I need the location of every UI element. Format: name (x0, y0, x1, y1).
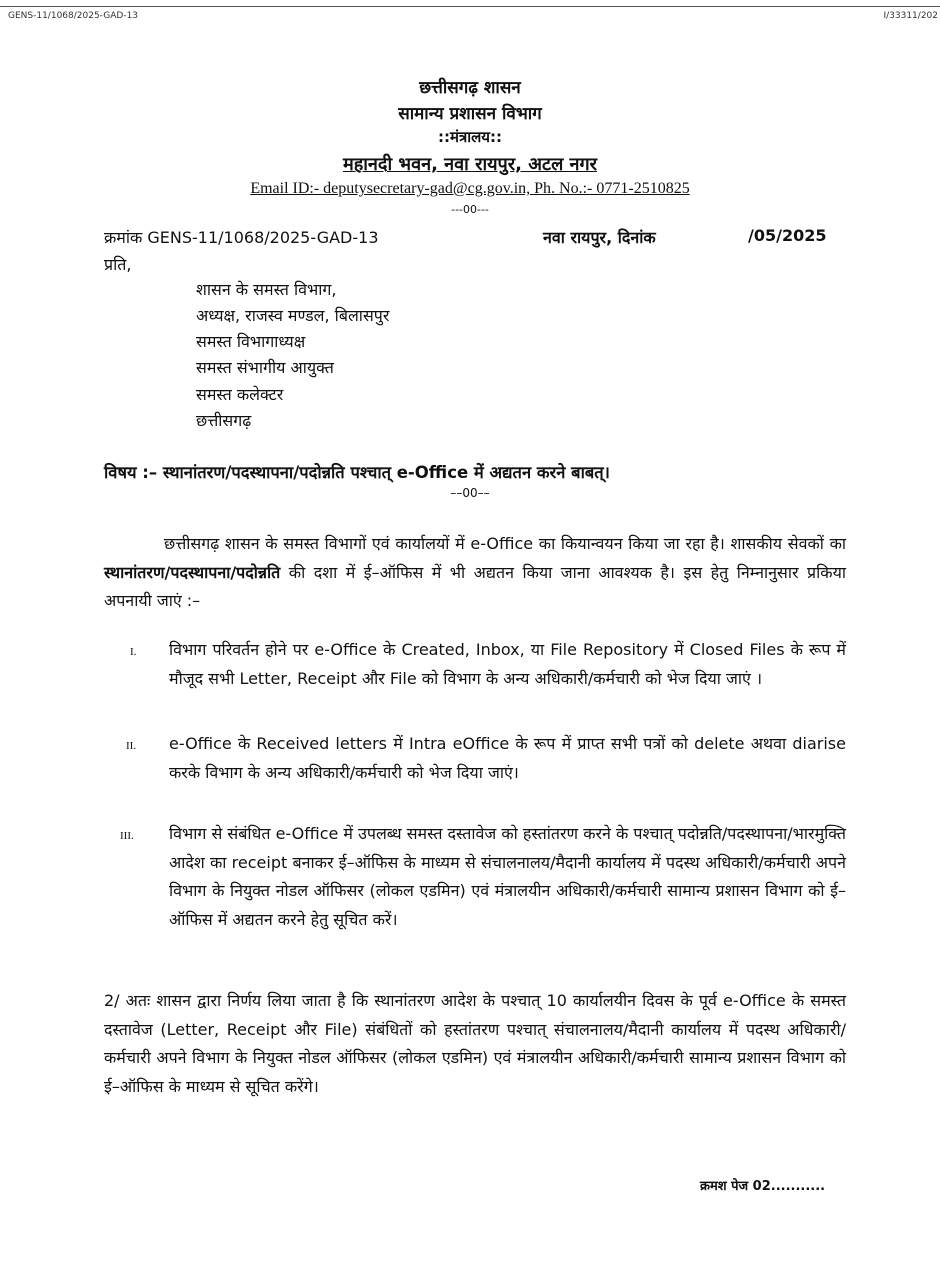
subject-separator: ––00–– (450, 486, 490, 500)
letterhead-contact: Email ID:- deputysecretary-gad@cg.gov.in, Ph. No.:- 0771-2510825 (250, 180, 690, 197)
file-reference-left: GENS-11/1068/2025-GAD-13 (8, 11, 139, 21)
addressee-line: शासन के समस्त विभाग, (196, 280, 337, 299)
intro-text-2: की दशा में ई–ऑफिस में भी अद्यतन किया जाना आवश्यक है। इस हेतु निम्नानुसार प्रकिया अपनायी जाएं :– (104, 562, 846, 610)
file-reference-right: I/33311/202 (883, 11, 938, 21)
addressee-line: समस्त विभागाध्यक्ष (196, 332, 306, 351)
list-item: विभाग परिवर्तन होने पर e-Office के Created, Inbox, या File Repository में Closed Files के रूप में मौजूद सभी Letter, Receipt और File को विभाग के अन्य अधिकारी/कर्मचारी को भेज दिया जाएं । (169, 640, 846, 688)
reference-number: क्रमांक GENS-11/1068/2025-GAD-13 (104, 228, 379, 247)
subject-text: स्थानांतरण/पदस्थापना/पदोन्नति पश्चात् e-Office में अद्यतन करने बाबत्। (162, 463, 610, 482)
subject-label: विषय :– (104, 463, 158, 482)
to-label: प्रति, (104, 255, 132, 274)
paragraph-2: 2/ अतः शासन द्वारा निर्णय लिया जाता है कि स्थानांतरण आदेश के पश्चात् 10 कार्यालयीन दिवस के पूर्व e-Office के समस्त दस्तावेज (Letter, Receipt और File) संबंधितों को हस्तांतरण पश्चात् संचालनालय/मैदानी कार्यालय में पदस्थ अधिकारी/कर्मचारी अपने विभाग के नियुक्त नोडल ऑफिसर (लोकल एडमिन) एवं मंत्रालयीन अधिकारी/कर्मचारी सामान्य प्रशासन विभाग को ई–ऑफिस के माध्यम से सूचित करेंगे। (104, 991, 846, 1096)
place-date-label: नवा रायपुर, दिनांक (543, 228, 656, 247)
letterhead-government: छत्तीसगढ़ शासन (419, 78, 521, 98)
intro-emphasis: स्थानांतरण/पदस्थापना/पदोन्नति (104, 562, 281, 582)
item-number: III. (120, 830, 134, 842)
list-item: विभाग से संबंधित e-Office में उपलब्ध समस्त दस्तावेज को हस्तांतरण करने के पश्चात् पदोन्नति/पदस्थापना/भारमुक्ति आदेश का receipt बनाकर ई–ऑफिस के माध्यम से संचालनालय/मैदानी कार्यालय में पदस्थ अधिकारी/कर्मचारी अपने विभाग के नियुक्त नोडल ऑफिसर (लोकल एडमिन) एवं मंत्रालयीन अधिकारी/कर्मचारी सामान्य प्रशासन विभाग को ई–ऑफिस में अद्यतन करने हेतु सूचित करें। (169, 824, 846, 929)
intro-paragraph (104, 530, 846, 616)
addressee-line: अध्यक्ष, राजस्व मण्डल, बिलासपुर (196, 306, 390, 325)
top-border-line (0, 6, 940, 7)
addressee-line: छत्तीसगढ़ (196, 411, 252, 430)
continuation-note: क्रमश पेज 02........... (700, 1179, 826, 1194)
letterhead-ministry: ::मंत्रालय:: (438, 128, 502, 146)
item-number: I. (130, 646, 137, 658)
letterhead-department: सामान्य प्रशासन विभाग (398, 104, 542, 124)
letter-date: /05/2025 (748, 226, 827, 245)
item-number: II. (126, 740, 137, 752)
list-item: e-Office के Received letters में Intra eOffice के रूप में प्राप्त सभी पत्रों को delete अथवा diarise करके विभाग के अन्य अधिकारी/कर्मचारी को भेज दिया जाएं। (169, 734, 846, 782)
subject-line (104, 460, 610, 483)
addressee-line: समस्त कलेक्टर (196, 385, 284, 404)
intro-text-1: छत्तीसगढ़ शासन के समस्त विभागों एवं कार्यालयों में e-Office का कियान्वयन किया जा रहा है। शासकीय सेवकों का (164, 534, 846, 553)
letterhead-separator: ---00--- (451, 203, 489, 216)
addressee-line: समस्त संभागीय आयुक्त (196, 358, 334, 377)
letterhead-address: महानदी भवन, नवा रायपुर, अटल नगर (342, 154, 598, 175)
